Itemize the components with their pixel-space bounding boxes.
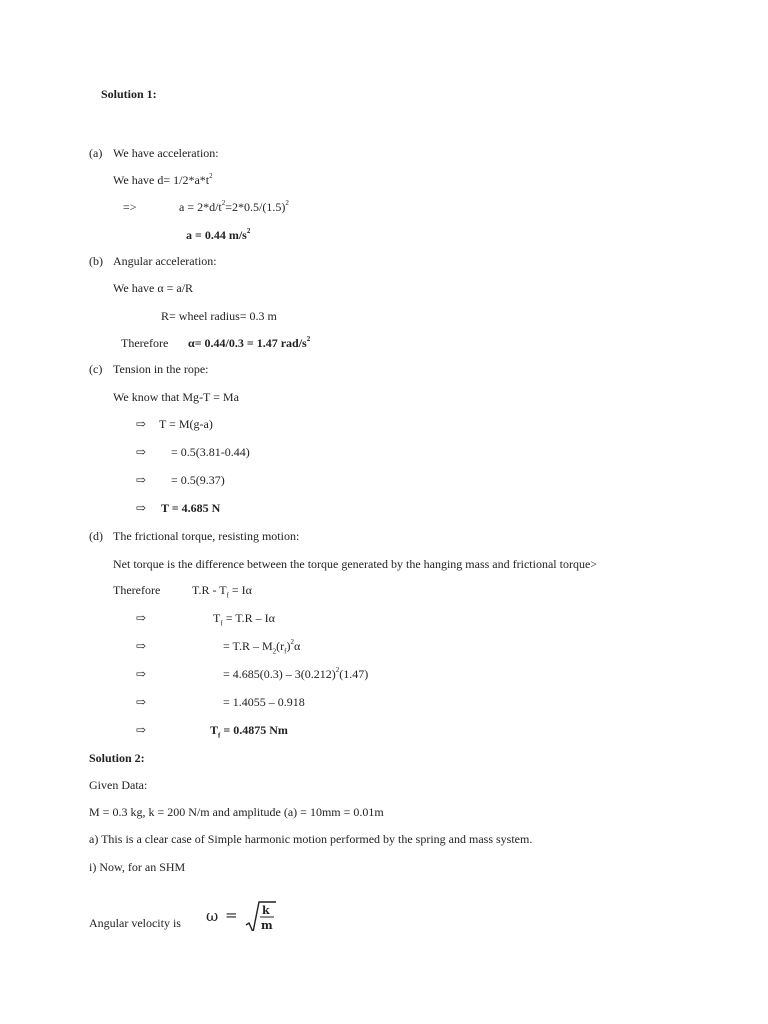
part-d-step3: = $4.685(0.3) - 3(0.212)^2(1.47)$	[223, 666, 369, 681]
part-b-therefore: Therefore	[121, 336, 169, 350]
part-a-line1: We have $d= 1/2*a*t^2$	[113, 172, 213, 187]
part-c-label: (c)	[89, 362, 103, 376]
arrow-icon: ⇨	[136, 667, 147, 681]
part-c-step1: T = M(g-a)	[159, 417, 213, 431]
part-d-result: $T_f = 0.4875$ Nm	[210, 723, 288, 740]
solution2-heading: Solution 2:	[89, 751, 145, 765]
part-b-line1: We have α = a/R	[113, 281, 194, 295]
arrow-icon: ⇨	[136, 695, 147, 709]
part-b-title: Angular acceleration:	[113, 254, 217, 268]
part-d-step1: $T_f = T.R - I\alpha$	[213, 611, 275, 628]
part-a-shm-line: a) This is a clear case of Simple harmonic motion performed by the spring and mass system.	[89, 832, 533, 846]
angular-velocity-label: Angular velocity is	[89, 916, 181, 930]
part-d-therefore: Therefore	[113, 583, 161, 597]
part-a-result: a = 0.44 $m/s^2$	[186, 227, 251, 242]
formula-denominator: m	[261, 919, 273, 931]
part-c-step3: = 0.5(9.37)	[171, 473, 225, 487]
arrow-icon: ⇨	[136, 445, 147, 459]
part-a-label: (a)	[89, 146, 103, 160]
angular-velocity-formula	[206, 901, 276, 931]
given-data-heading: Given Data:	[89, 778, 148, 792]
part-c-result: T = 4.685 N	[161, 501, 221, 515]
part-b-line2: R= wheel radius= 0.3 m	[161, 309, 277, 323]
formula-numerator: k	[262, 904, 270, 917]
part-d-eq1: $T.R - T_f = I\alpha$	[192, 583, 252, 600]
arrow-icon: ⇨	[136, 501, 147, 515]
part-c-title: Tension in the rope:	[113, 362, 209, 376]
part-d-label: (d)	[89, 529, 103, 543]
part-b-label: (b)	[89, 254, 103, 268]
equals-sign: =	[225, 906, 238, 924]
arrow-icon: ⇨	[136, 723, 147, 737]
part-a-line2: $a = 2*d/t^2=2*0.5/(1.5)^2$	[179, 199, 289, 214]
arrow-icon: ⇨	[136, 639, 147, 653]
given-data-line: M = 0.3 kg, k = 200 N/m and amplitude (a) = 10mm = 0.01m	[89, 805, 384, 819]
part-c-line1: We know that Mg-T = Ma	[113, 390, 239, 404]
part-d-step2: = $T.R - M_2(r_f)^2\alpha$	[223, 638, 301, 656]
part-a-title: We have acceleration:	[113, 146, 219, 160]
arrow-icon: ⇨	[136, 611, 147, 625]
solution1-heading: Solution 1:	[101, 87, 157, 101]
arrow-icon: ⇨	[136, 473, 147, 487]
part-d-line1: Net torque is the difference between the torque generated by the hanging mass and frictional torque>	[113, 557, 598, 571]
part-d-title: The frictional torque, resisting motion:	[113, 529, 300, 543]
arrow-icon: ⇨	[136, 417, 147, 431]
part-d-step4: = 1.4055 – 0.918	[223, 695, 305, 709]
omega-symbol: ω	[206, 907, 219, 925]
part-i-shm-line: i) Now, for an SHM	[89, 860, 186, 874]
part-b-result: α= 0.44/0.3 = 1.47 rad/$s^2$	[188, 335, 311, 350]
part-a-implies-arrow: =>	[123, 200, 137, 214]
part-c-step2: = 0.5(3.81-0.44)	[171, 445, 250, 459]
